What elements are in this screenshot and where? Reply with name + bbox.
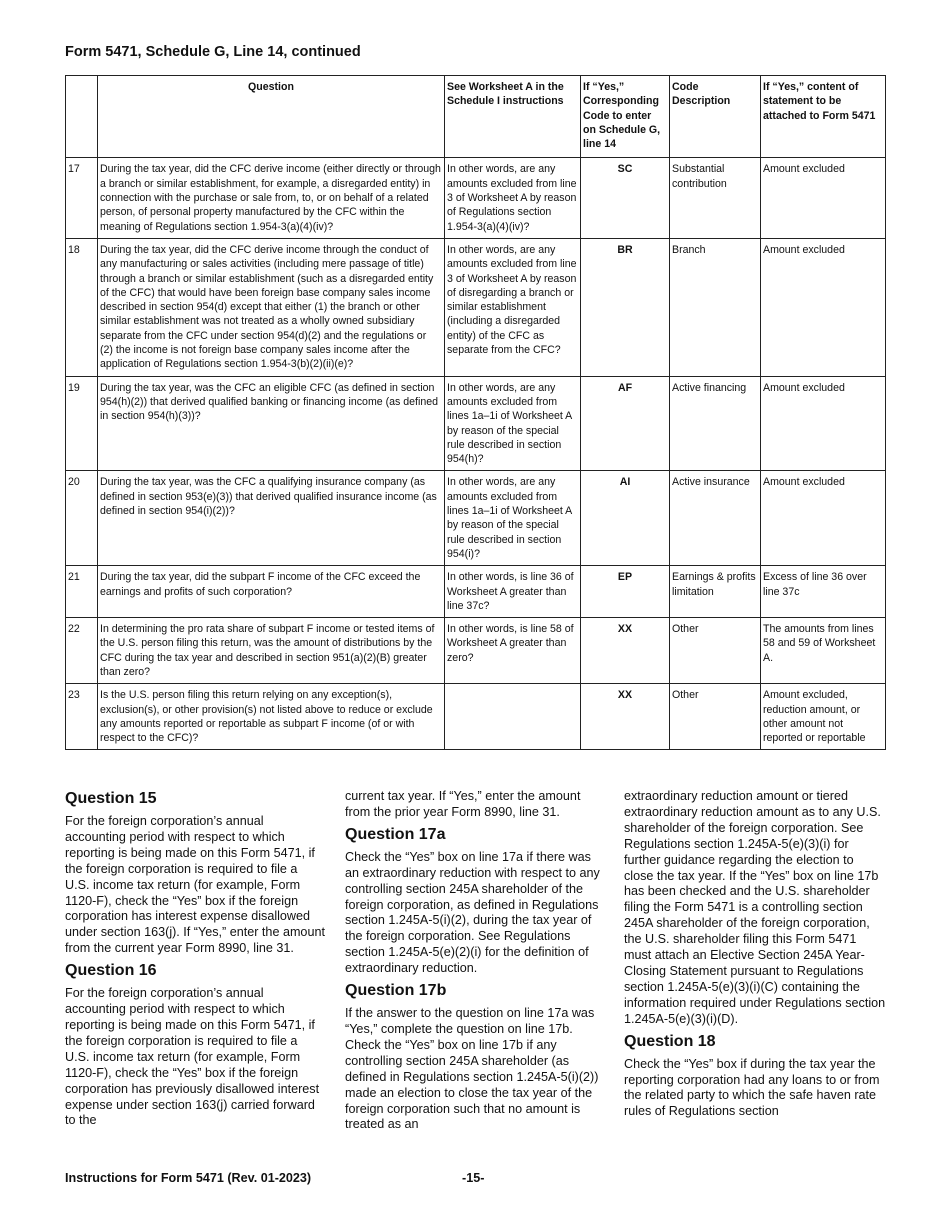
row-question: During the tax year, was the CFC an eligible CFC (as defined in section 954(h)(2)) that derived qualified banking or financing income (as defined in section 954(h)(3))? <box>98 376 445 471</box>
column-right <box>624 789 886 1124</box>
schedule-g-line14-table <box>65 75 886 750</box>
row-code: SC <box>581 158 670 238</box>
page-title: Form 5471, Schedule G, Line 14, continued <box>65 44 361 60</box>
question-17b-heading: Question 17b <box>345 982 447 1000</box>
row-description: Branch <box>670 238 761 376</box>
row-worksheet: In other words, are any amounts excluded from lines 1a–1i of Worksheet A by reason of the special rule described in section 954(i)? <box>445 471 581 566</box>
table-row <box>66 158 886 238</box>
col-header-description: Code Description <box>670 76 761 158</box>
col-header-content: If “Yes,” content of statement to be attached to Form 5471 <box>761 76 886 158</box>
col-header-worksheet: See Worksheet A in the Schedule I instructions <box>445 76 581 158</box>
question-17b-text: If the answer to the question on line 17a was “Yes,” complete the question on line 17b. Check the “Yes” box on line 17b if any controlling section 245A shareholder (as defined in Regulations section 1.245A-5(i)(2)) made an election to close the tax year of the foreign corporation such that no amount is treated as an <box>345 1006 599 1132</box>
row-question: Is the U.S. person filing this return relying on any exception(s), exclusion(s), or other provision(s) not listed above to reduce or exclude any amounts reported or reportable as subpart F income (of or with respect to the CFC)? <box>98 684 445 750</box>
row-content: Amount excluded <box>761 376 886 471</box>
question-16-heading: Question 16 <box>65 962 157 980</box>
row-number: 20 <box>66 471 98 566</box>
question-16-text: For the foreign corporation’s annual accounting period with respect to which reporting is being made on this Form 5471, if the foreign corporation is required to file a U.S. income tax return (for example, Form 1120-F), check the “Yes” box if the foreign corporation has previously disallowed interest expense under section 163(j) carried forward to the <box>65 986 320 1128</box>
row-code: XX <box>581 684 670 750</box>
row-code: BR <box>581 238 670 376</box>
row-question: During the tax year, did the CFC derive income through the conduct of any manufacturing or sales activities (including mere passage of title) through a branch or similar establishment (such as a disregarded entity of the CFC) that would have been foreign base company sales income described in section 954(d) except that either (1) the branch or other similar establishment was not treated as a wholly owned subsidiary separate from the CFC under section 954(d)(2) and the regulations or (2) the income is not foreign base company sales income after the application of Regulations section 1.954-3(b)(2)(ii)(e)? <box>98 238 445 376</box>
row-number: 22 <box>66 618 98 684</box>
row-content: Amount excluded <box>761 471 886 566</box>
row-description: Earnings & profits limitation <box>670 566 761 618</box>
question-17b-continued: extraordinary reduction amount or tiered extraordinary reduction amount as to any U.S. shareholder of the foreign corporation. See Regulations section 1.245A-5(e)(3)(i) for further guidance regarding the election to close the tax year. If the “Yes” box on line 17b has been checked and the U.S. shareholder filing the Form 5471 is a controlling section 245A shareholder of the foreign corporation, the U.S. shareholder filing this Form 5471 must attach an Elective Section 245A Year-Closing Statement pursuant to Regulations section 1.245A-5(e)(3)(i)(C) containing the information required under Regulations section 1.245A-5(e)(3)(i)(D). <box>624 789 886 1026</box>
question-18-text: Check the “Yes” box if during the tax year the reporting corporation had any loans to or from the related party to which the safe haven rate rules of Regulations section <box>624 1056 880 1119</box>
table-row <box>66 376 886 471</box>
footer-page-number: -15- <box>462 1171 485 1185</box>
question-17a-heading: Question 17a <box>345 825 446 843</box>
table-header-row <box>66 76 886 158</box>
row-description: Active financing <box>670 376 761 471</box>
row-question: During the tax year, did the CFC derive income (either directly or through a branch or similar establishment, for example, a disregarded entity) in connection with the purchase or sale from, to, or on behalf of a related person, of personal property manufactured by the CFC within the meaning of Regulations section 1.954-3(a)(4)(iv)? <box>98 158 445 238</box>
question-16-continued: current tax year. If “Yes,” enter the amount from the prior year Form 8990, line 31. <box>345 789 581 819</box>
row-content: The amounts from lines 58 and 59 of Worksheet A. <box>761 618 886 684</box>
row-number: 18 <box>66 238 98 376</box>
row-question: During the tax year, was the CFC a qualifying insurance company (as defined in section 953(e)(3)) that derived qualified insurance income (as defined in section 954(i)(2))? <box>98 471 445 566</box>
row-description: Substantial contribution <box>670 158 761 238</box>
row-number: 23 <box>66 684 98 750</box>
row-code: EP <box>581 566 670 618</box>
question-17a-text: Check the “Yes” box on line 17a if there was an extraordinary reduction with respect to any controlling section 245A shareholder of the foreign corporation, as defined in Regulations section 1.245A-5(i)(2), during the tax year of the foreign corporation. See Regulations section 1.245A-5(e)(2)(i) for the definition of extraordinary reduction. <box>345 849 600 976</box>
question-15-heading: Question 15 <box>65 790 157 807</box>
row-worksheet <box>445 684 581 750</box>
col-header-question: Question <box>98 76 445 158</box>
row-code: AI <box>581 471 670 566</box>
row-content: Amount excluded <box>761 158 886 238</box>
row-number: 17 <box>66 158 98 238</box>
row-content: Excess of line 36 over line 37c <box>761 566 886 618</box>
row-worksheet: In other words, are any amounts excluded from line 3 of Worksheet A by reason of disregarding a branch or similar establishment (including a disregarded entity) of the CFC as separate from the CFC? <box>445 238 581 376</box>
row-number: 19 <box>66 376 98 471</box>
column-middle <box>345 789 607 1137</box>
row-number: 21 <box>66 566 98 618</box>
row-description: Other <box>670 684 761 750</box>
row-worksheet: In other words, is line 36 of Worksheet A greater than line 37c? <box>445 566 581 618</box>
col-header-number <box>66 76 98 158</box>
row-question: In determining the pro rata share of subpart F income or tested items of the U.S. person filing this return, was the amount of distributions by the CFC during the tax year and described in section 951(a)(2)(B) greater than zero? <box>98 618 445 684</box>
row-content: Amount excluded, reduction amount, or other amount not reported or reportable <box>761 684 886 750</box>
row-description: Active insurance <box>670 471 761 566</box>
footer-document-title: Instructions for Form 5471 (Rev. 01-2023) <box>65 1171 312 1185</box>
table-row <box>66 471 886 566</box>
row-question: During the tax year, did the subpart F income of the CFC exceed the earnings and profits of such corporation? <box>98 566 445 618</box>
row-code: XX <box>581 618 670 684</box>
question-18-heading: Question 18 <box>624 1032 716 1050</box>
question-15-text: For the foreign corporation’s annual accounting period with respect to which reporting is being made on this Form 5471, if the foreign corporation is required to file a U.S. income tax return (for example, Form 1120-F), check the “Yes” box if the foreign corporation has interest expense disallowed under section 163(j). If “Yes,” enter the amount from the current year Form 8990, line 31. <box>65 814 325 956</box>
row-worksheet: In other words, are any amounts excluded from line 3 of Worksheet A by reason of Regulations section 1.954-3(a)(4)(iv)? <box>445 158 581 238</box>
row-worksheet: In other words, are any amounts excluded from lines 1a–1i of Worksheet A by reason of the special rule described in section 954(h)? <box>445 376 581 471</box>
col-header-code: If “Yes,” Corresponding Code to enter on Schedule G, line 14 <box>581 76 670 158</box>
row-description: Other <box>670 618 761 684</box>
row-code: AF <box>581 376 670 471</box>
table-row <box>66 618 886 684</box>
row-content: Amount excluded <box>761 238 886 376</box>
table-row <box>66 238 886 376</box>
column-left <box>65 789 325 1133</box>
table-row <box>66 684 886 750</box>
table-row <box>66 566 886 618</box>
row-worksheet: In other words, is line 58 of Worksheet A greater than zero? <box>445 618 581 684</box>
